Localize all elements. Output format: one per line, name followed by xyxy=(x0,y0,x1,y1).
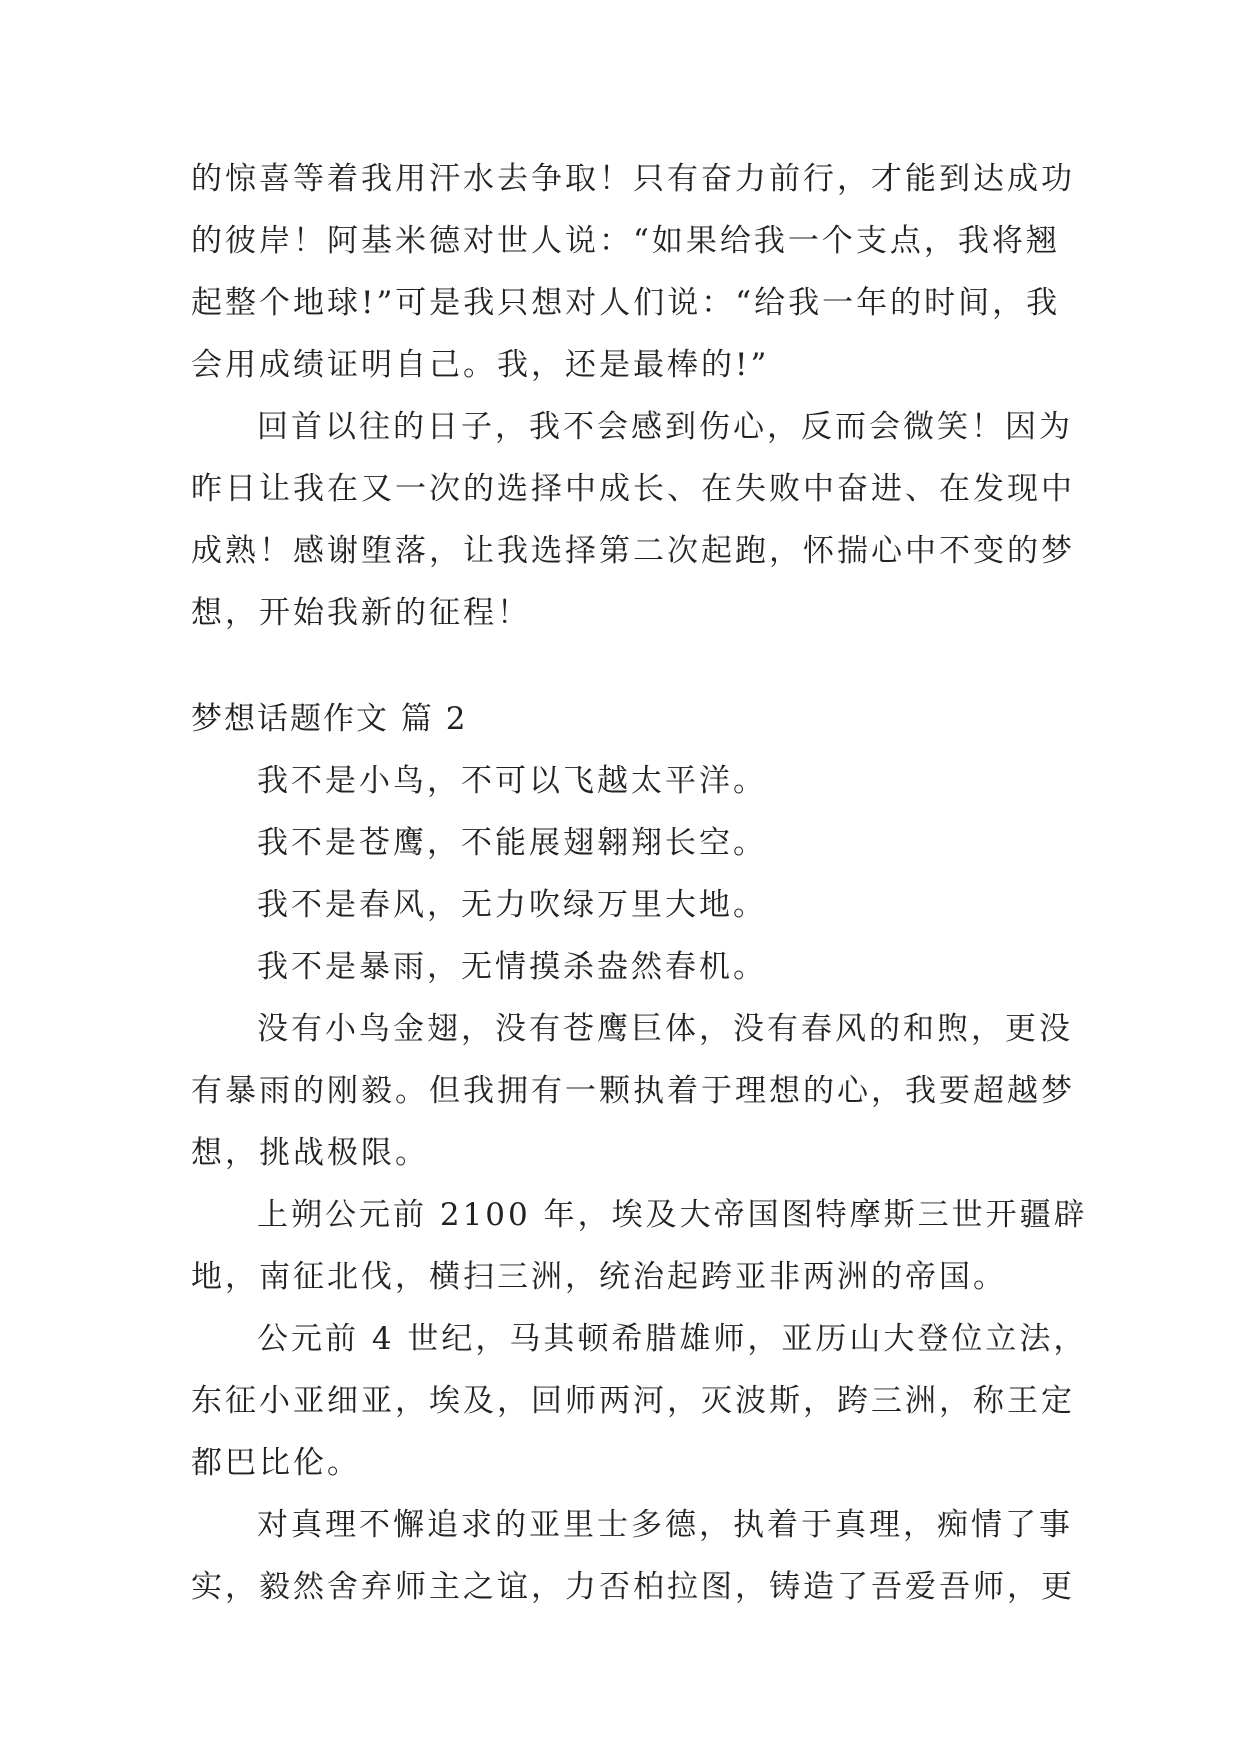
text-line: 想，开始我新的征程！ xyxy=(191,595,531,631)
verse-lines xyxy=(191,750,1051,998)
text-line: 地，南征北伐，横扫三洲，统治起跨亚非两洲的帝国。 xyxy=(191,1259,1007,1295)
text-line: 昨日让我在又一次的选择中成长、在失败中奋进、在发现中 xyxy=(191,471,1075,507)
text-line: 的惊喜等着我用汗水去争取！只有奋力前行，才能到达成功 xyxy=(191,161,1075,197)
verse-line: 我不是小鸟，不可以飞越太平洋。 xyxy=(257,763,767,799)
text-line: 起整个地球!”可是我只想对人们说：“给我一年的时间，我 xyxy=(191,285,1061,321)
text-line: 对真理不懈追求的亚里士多德，执着于真理，痴情了事 xyxy=(257,1507,1073,1543)
paragraph-aristotle xyxy=(191,1494,1075,1618)
section-heading: 梦想话题作文 篇 2 xyxy=(191,701,468,737)
text-line: 有暴雨的刚毅。但我拥有一颗执着于理想的心，我要超越梦 xyxy=(191,1073,1075,1109)
verse-line: 我不是苍鹰，不能展翅翱翔长空。 xyxy=(257,825,767,861)
text-line: 回首以往的日子，我不会感到伤心，反而会微笑！因为 xyxy=(257,409,1073,445)
text-line: 成熟！感谢堕落，让我选择第二次起跑，怀揣心中不变的梦 xyxy=(191,533,1075,569)
text-line: 都巴比伦。 xyxy=(191,1445,361,1481)
text-line: 上朔公元前 2100 年，埃及大帝国图特摩斯三世开疆辟 xyxy=(257,1197,1088,1233)
verse-line: 我不是暴雨，无情摸杀盎然春机。 xyxy=(257,949,767,985)
paragraph-alexander xyxy=(191,1308,1088,1494)
text-line: 会用成绩证明自己。我，还是最棒的!” xyxy=(191,347,770,383)
text-line: 实，毅然舍弃师主之谊，力否柏拉图，铸造了吾爱吾师，更 xyxy=(191,1569,1075,1605)
text-line: 东征小亚细亚，埃及，回师两河，灭波斯，跨三洲，称王定 xyxy=(191,1383,1075,1419)
paragraph-egypt xyxy=(191,1184,1088,1308)
verse-line: 我不是春风，无力吹绿万里大地。 xyxy=(257,887,767,923)
text-line: 想，挑战极限。 xyxy=(191,1135,429,1171)
text-line: 的彼岸！阿基米德对世人说：“如果给我一个支点，我将翘 xyxy=(191,223,1060,259)
paragraph-looking-back xyxy=(191,396,1075,644)
paragraph-no-wings xyxy=(191,998,1075,1184)
text-line: 公元前 4 世纪，马其顿希腊雄师，亚历山大登位立法， xyxy=(257,1321,1088,1357)
paragraph-continued xyxy=(191,148,1075,396)
document-body xyxy=(191,148,1088,1618)
text-line: 没有小鸟金翅，没有苍鹰巨体，没有春风的和煦，更没 xyxy=(257,1011,1073,1047)
